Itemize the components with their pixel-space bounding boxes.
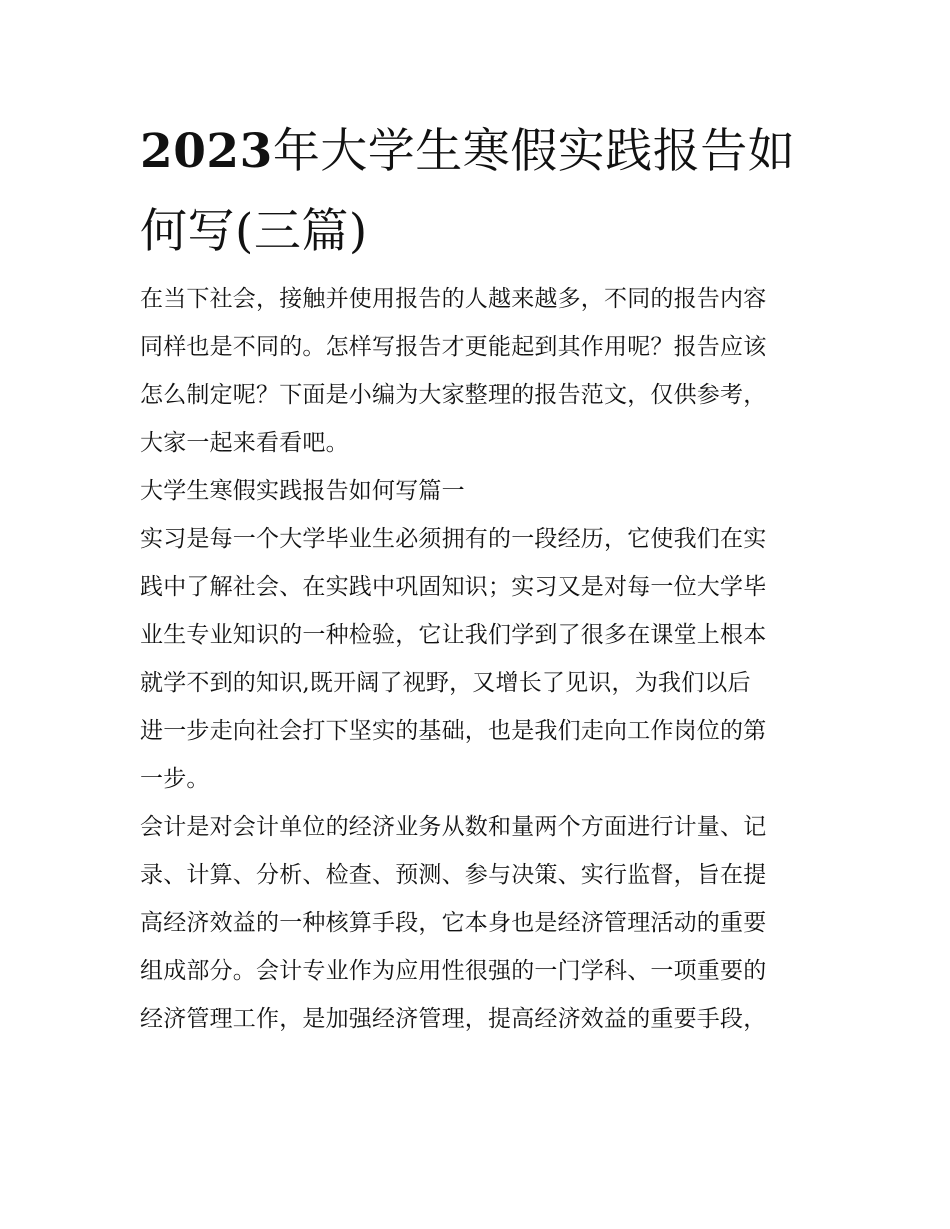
paragraph-2-line: 经济管理工作，是加强经济管理，提高经济效益的重要手段， xyxy=(140,1006,767,1032)
paragraph-1-line: 业生专业知识的一种检验，它让我们学到了很多在课堂上根本 xyxy=(140,622,767,648)
paragraph-1-line: 践中了解社会、在实践中巩固知识；实习又是对每一位大学毕 xyxy=(140,574,767,600)
paragraph-1-line: 实习是每一个大学毕业生必须拥有的一段经历，它使我们在实 xyxy=(140,526,767,552)
document-title xyxy=(140,112,820,272)
paragraph-2-line: 录、计算、分析、检查、预测、参与决策、实行监督，旨在提 xyxy=(140,862,767,888)
intro-line: 怎么制定呢？下面是小编为大家整理的报告范文，仅供参考， xyxy=(140,382,767,408)
section-heading: 大学生寒假实践报告如何写篇一 xyxy=(140,478,465,504)
paragraph-1-line: 就学不到的知识,既开阔了视野，又增长了见识，为我们以后 xyxy=(140,670,751,696)
paragraph-1-line: 一步。 xyxy=(140,766,210,792)
paragraph-2-line: 会计是对会计单位的经济业务从数和量两个方面进行计量、记 xyxy=(140,814,767,840)
title-line-1 xyxy=(140,112,820,192)
paragraph-2-line: 高经济效益的一种核算手段，它本身也是经济管理活动的重要 xyxy=(140,910,767,936)
title-line-2: 何写(三篇) xyxy=(140,204,368,259)
title-line-1-text: 年大学生寒假实践报告如 xyxy=(272,124,796,179)
paragraph-2-line: 组成部分。会计专业作为应用性很强的一门学科、一项重要的 xyxy=(140,958,767,984)
intro-line: 大家一起来看看吧。 xyxy=(140,430,349,456)
title-year: 2023 xyxy=(140,124,273,179)
paragraph-1-line: 进一步走向社会打下坚实的基础，也是我们走向工作岗位的第 xyxy=(140,718,767,744)
document-body xyxy=(140,275,820,1043)
intro-line: 同样也是不同的。怎样写报告才更能起到其作用呢？报告应该 xyxy=(140,334,767,360)
intro-line: 在当下社会，接触并使用报告的人越来越多，不同的报告内容 xyxy=(140,286,767,312)
